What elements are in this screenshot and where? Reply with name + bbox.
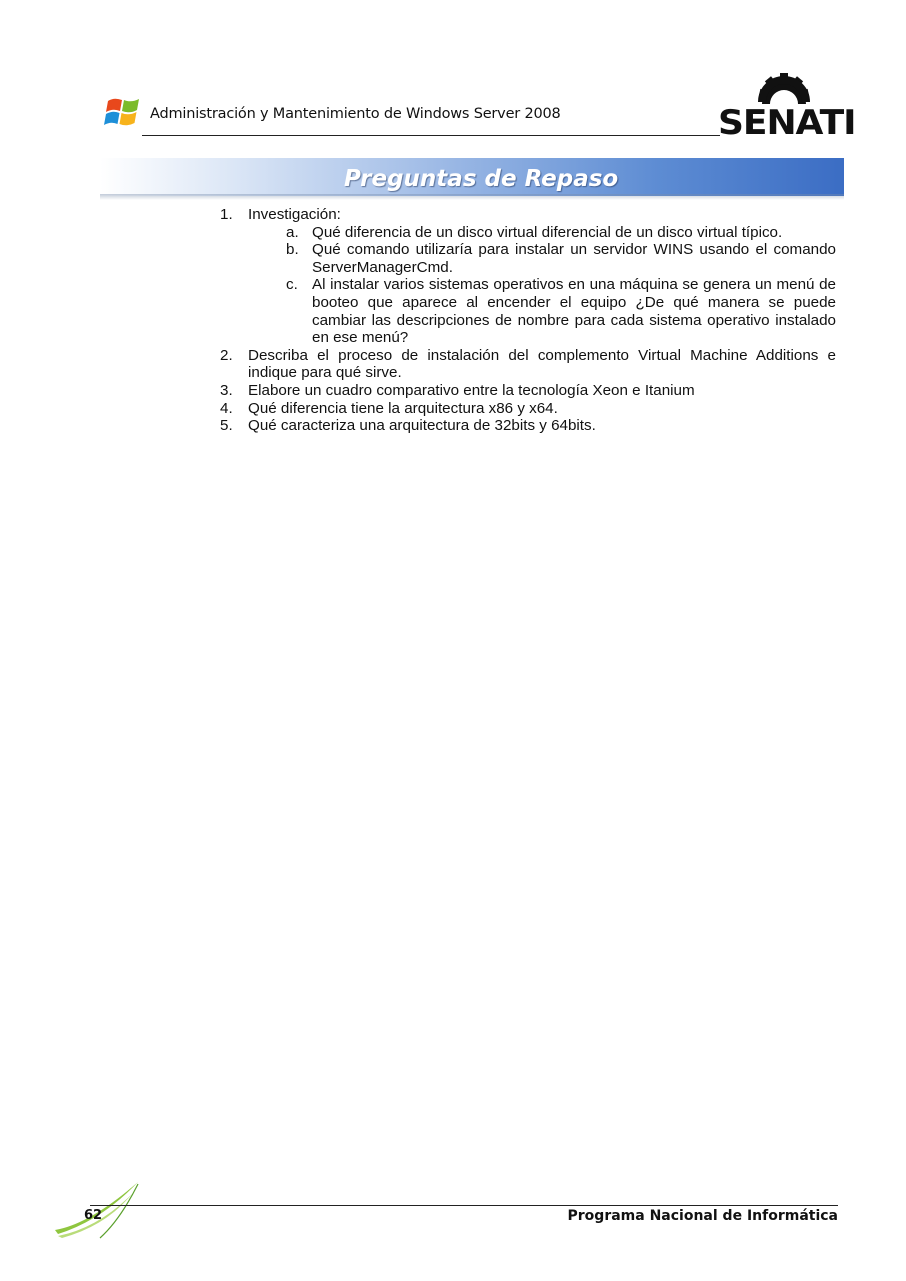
windows-logo-icon (104, 95, 142, 129)
section-title: Preguntas de Repaso (344, 166, 619, 192)
question-text: Investigación: (248, 206, 341, 223)
question-item-3 (220, 382, 836, 400)
subquestion-letter: a. (286, 223, 299, 241)
question-item-5 (220, 417, 836, 435)
footer-program-name: Programa Nacional de Informática (567, 1208, 838, 1224)
question-number: 5. (220, 417, 233, 435)
senati-logo-text: SENATI (718, 103, 856, 143)
question-item-1 (220, 206, 836, 224)
subquestion-item-c (220, 276, 836, 346)
subquestion-text: Qué comando utilizaría para instalar un servidor WINS usando el comando ServerManagerCmd. (312, 241, 836, 276)
subquestion-item-a (220, 224, 836, 242)
question-text: Elabore un cuadro comparativo entre la tecnología Xeon e Itanium (248, 381, 695, 399)
question-text: Describa el proceso de instalación del complemento Virtual Machine Additions e indique para qué sirve. (248, 346, 836, 382)
subquestion-item-b (220, 241, 836, 276)
subquestion-letter: c. (286, 276, 298, 294)
subquestion-text: Qué diferencia de un disco virtual diferencial de un disco virtual típico. (312, 223, 783, 241)
header-divider (142, 135, 720, 136)
question-number: 1. (220, 206, 233, 223)
question-text: Qué caracteriza una arquitectura de 32bits y 64bits. (248, 417, 596, 435)
footer-divider (90, 1205, 838, 1206)
document-header-title: Administración y Mantenimiento de Windows Server 2008 (150, 106, 561, 122)
page-number: 62 (84, 1208, 103, 1223)
question-number: 3. (220, 381, 233, 399)
question-text: Qué diferencia tiene la arquitectura x86 y x64. (248, 399, 558, 417)
question-list (220, 206, 836, 435)
question-item-4 (220, 400, 836, 418)
question-number: 4. (220, 399, 233, 417)
section-banner-shadow (100, 194, 844, 200)
question-item-2 (220, 347, 836, 382)
subquestion-text: Al instalar varios sistemas operativos en una máquina se genera un menú de booteo que aparece al encender el equipo ¿De qué manera se puede cambiar las descripciones de nombre para cada sistema operativo instalado en ese menú? (312, 276, 836, 347)
subquestion-letter: b. (286, 241, 299, 259)
question-number: 2. (220, 346, 233, 364)
